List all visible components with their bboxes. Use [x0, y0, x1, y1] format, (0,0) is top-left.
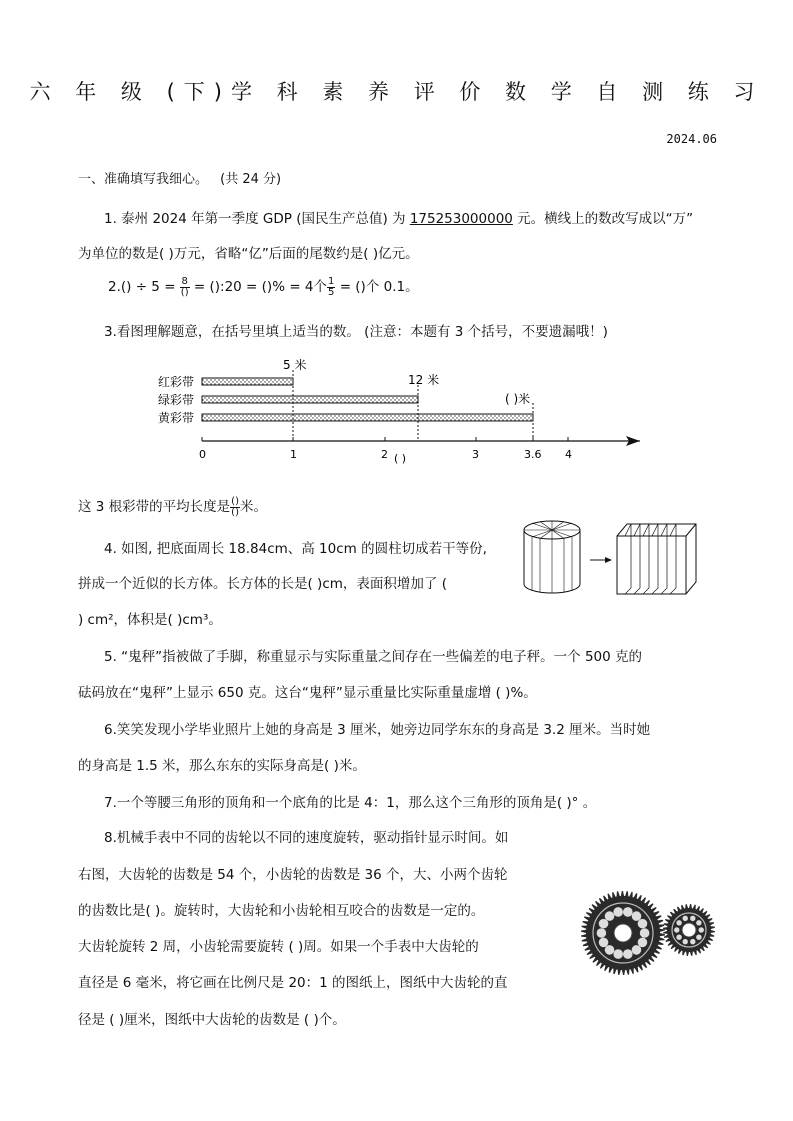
label-yellow-ribbon: 黄彩带 [158, 411, 195, 425]
section-title: 一、准确填写我细心。 [78, 172, 209, 187]
yellow-ribbon [202, 414, 533, 421]
q5-line1: 5. “鬼秤”指被做了手脚，称重显示与实际重量之间存在一些偏差的电子秤。一个 500 克的 [104, 649, 643, 665]
q8-line4: 大齿轮旋转 2 周，小齿轮需要旋转 ( )周。如果一个手表中大齿轮的 [78, 939, 479, 955]
cuboid [617, 524, 696, 594]
q8-line5: 直径是 6 毫米，将它画在比例尺是 20：1 的图纸上，图纸中大齿轮的直 [78, 975, 508, 991]
tick-3: 3 [472, 448, 479, 461]
q1-number: 175253000000 [409, 211, 513, 227]
mark-12m: 12 米 [408, 373, 440, 387]
q8-line3: 的齿数比是( )。旋转时，大齿轮和小齿轮相互咬合的齿数是一定的。 [78, 903, 485, 919]
large-gear [581, 891, 665, 975]
q5-line2: 砝码放在“鬼秤”上显示 650 克。这台“鬼秤”显示重量比实际重量虚增 ( )%。 [78, 685, 537, 701]
date: 2024.06 [666, 132, 717, 146]
q2-line [108, 275, 419, 298]
mark-blank: ( )米 [505, 392, 531, 406]
q3-text: 3.看图理解题意，在括号里填上适当的数。 (注意：本题有 3 个括号，不要遗漏哦！) [104, 324, 608, 340]
gears-figure [580, 888, 720, 978]
section-points: (共 24 分) [220, 172, 282, 187]
q4-line3: ) cm²，体积是( )cm³。 [78, 612, 222, 628]
label-red-ribbon: 红彩带 [158, 375, 195, 389]
tick-0: 0 [199, 448, 206, 461]
q6-line1: 6.笑笑发现小学毕业照片上她的身高是 3 厘米，她旁边同学东东的身高是 3.2 厘米。当时她 [104, 722, 651, 738]
q3-average-text: 这 3 根彩带的平均长度是 [78, 499, 231, 515]
q4-line1: 4. 如图, 把底面周长 18.84cm、高 10cm 的圆柱切成若干等份, [104, 541, 487, 557]
green-ribbon [202, 396, 418, 403]
q1-line2: 为单位的数是( )万元，省略“亿”后面的尾数约是( )亿元。 [78, 246, 419, 262]
q2-text-c: = ()个 0.1。 [339, 279, 419, 295]
section-heading [78, 168, 281, 187]
page-title: 六 年 级 (下)学 科 素 养 评 价 数 学 自 测 练 习 [29, 80, 764, 104]
q6-line2: 的身高是 1.5 米，那么东东的实际身高是( )米。 [78, 758, 366, 774]
mark-5m: 5 米 [283, 358, 307, 372]
red-ribbon [202, 378, 293, 385]
q1-line1 [104, 207, 693, 227]
q4-line2: 拼成一个近似的长方体。长方体的长是( )cm，表面积增加了 ( [78, 576, 447, 592]
q2-fraction-1: $\frac{8}{()}$ [180, 275, 189, 298]
q1-text-a: 1. 泰州 2024 年第一季度 GDP (国民生产总值) 为 [104, 211, 410, 227]
ribbon-diagram [150, 355, 660, 470]
q2-text-a: 2.() ÷ 5 = [108, 279, 176, 295]
q8-line6: 径是 ( )厘米，图纸中大齿轮的齿数是 ( )个。 [78, 1012, 346, 1028]
small-gear [663, 904, 715, 956]
tick-3-6: 3.6 [524, 448, 542, 461]
arrow-icon [605, 557, 612, 563]
q2-fraction-2: $\frac{1}{5}$ [328, 275, 335, 298]
q1-text-b: 元。横线上的数改写成以“万” [512, 211, 694, 227]
label-green-ribbon: 绿彩带 [158, 393, 195, 407]
tick-blank: ( ) [394, 452, 407, 465]
tick-2: 2 [381, 448, 388, 461]
q3-average-fraction: $\frac{()}{()}$ [231, 495, 239, 518]
cylinder-to-cuboid-figure [520, 518, 700, 600]
q8-line1: 8.机械手表中不同的齿轮以不同的速度旋转，驱动指针显示时间。如 [104, 830, 509, 846]
q3-average-unit: 米。 [239, 499, 267, 515]
tick-1: 1 [290, 448, 297, 461]
q7-line1: 7.一个等腰三角形的顶角和一个底角的比是 4：1，那么这个三角形的顶角是( )° 。 [104, 795, 597, 811]
q2-text-b: = ():20 = ()% = 4个 [193, 279, 328, 295]
q3-average [78, 495, 267, 518]
tick-4: 4 [565, 448, 572, 461]
q8-line2: 右图，大齿轮的齿数是 54 个，小齿轮的齿数是 36 个，大、小两个齿轮 [78, 867, 508, 883]
